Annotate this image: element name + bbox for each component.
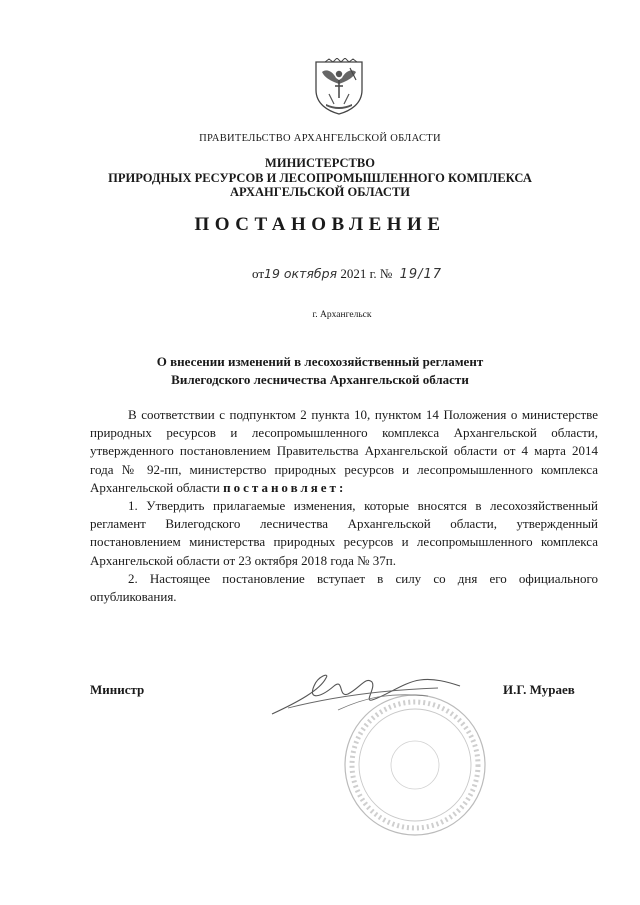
item-1-paragraph: 1. Утвердить прилагаемые изменения, которые вносятся в лесохозяйственный регламент Вилегодского лесничества Архангельской области, утвержденный постановлением министерства природных ресурсов и лесопромышленного комплекса Архангельской области от 23 октября 2018 года № 37п. xyxy=(90,498,598,568)
ministry-name xyxy=(0,156,640,200)
decree-word: постановляет: xyxy=(223,479,347,495)
document-body xyxy=(90,406,598,606)
handwritten-number: 19/17 xyxy=(399,267,443,282)
signer-name: И.Г. Мураев xyxy=(503,682,575,697)
date-prefix: от xyxy=(252,266,265,281)
document-subject xyxy=(0,353,640,388)
ministry-line: АРХАНГЕЛЬСКОЙ ОБЛАСТИ xyxy=(230,185,410,199)
date-year: 2021 г. № xyxy=(337,266,396,281)
subject-line: Вилегодского лесничества Архангельской области xyxy=(171,371,469,387)
handwritten-signature xyxy=(268,668,464,722)
government-name: ПРАВИТЕЛЬСТВО АРХАНГЕЛЬСКОЙ ОБЛАСТИ xyxy=(199,133,441,144)
intro-text: В соответствии с подпунктом 2 пункта 10, пунктом 14 Положения о министерстве природных ресурсов и лесопромышленного комплекса Архангельской области, утвержденного постановлением Правительства Архангельской области от 4 марта 2014 года № 92-пп, министерство природных ресурсов и лесопромышленного комплекса Архангельской области xyxy=(90,407,598,495)
ministry-line: МИНИСТЕРСТВО xyxy=(265,156,375,170)
item-2-paragraph: 2. Настоящее постановление вступает в силу со дня его официального опубликования. xyxy=(90,570,598,605)
intro-paragraph xyxy=(90,406,598,497)
subject-line: О внесении изменений в лесохозяйственный регламент xyxy=(156,354,484,369)
handwritten-date: 19 октября xyxy=(264,266,338,281)
signer-role: Министр xyxy=(90,682,145,697)
ministry-line: ПРИРОДНЫХ РЕСУРСОВ И ЛЕСОПРОМЫШЛЕННОГО КОМПЛЕКСА xyxy=(108,170,532,185)
city-line: г. Архангельск xyxy=(312,310,372,320)
document-type-title: ПОСТАНОВЛЕНИЕ xyxy=(194,214,446,235)
coat-of-arms-icon xyxy=(312,58,366,116)
date-number-line xyxy=(252,266,442,282)
